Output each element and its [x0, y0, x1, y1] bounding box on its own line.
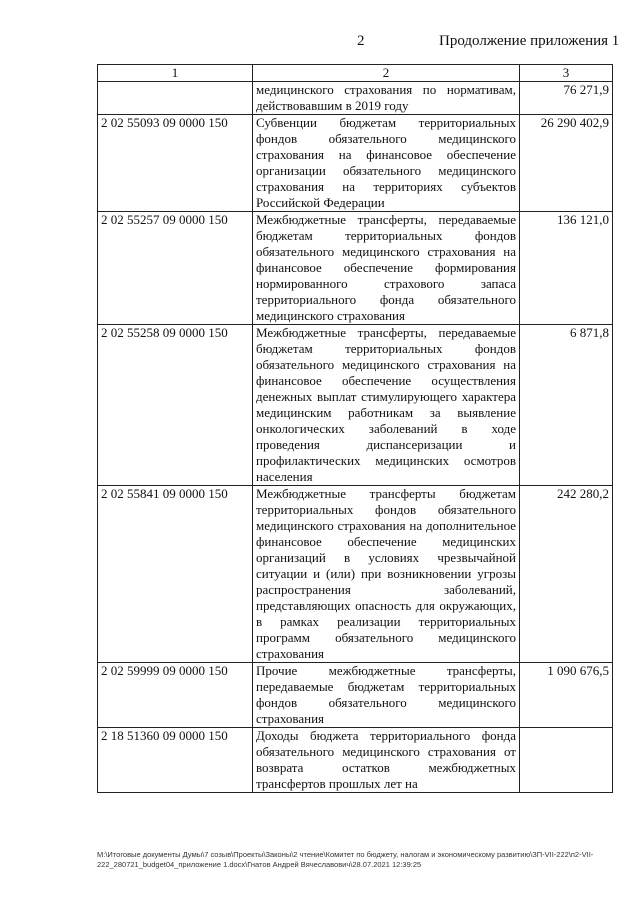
revenue-description: медицинского страхования по нормативам, действовавшим в 2019 году	[253, 82, 520, 115]
page-number: 2	[357, 33, 365, 49]
column-header: 2	[253, 65, 520, 82]
table-row	[98, 115, 613, 212]
table-row	[98, 486, 613, 663]
revenue-table	[97, 64, 613, 793]
amount: 1 090 676,5	[520, 663, 613, 728]
revenue-description: Межбюджетные трансферты бюджетам территориальных фондов обязательного медицинского страхования на дополнительное финансовое обеспечение медицинских организаций в условиях чрезвычайной ситуации и (или) при возникновении угрозы распространения заболеваний, представляющих опасность для окружающих, в рамках реализации территориальных программ обязательного медицинского страхования	[253, 486, 520, 663]
document-path-footer: М:\Итоговые документы Думы\7 созыв\Проекты\Законы\2 чтение\Комитет по бюджету, налогам и экономическому развитию\ЗП-VII-222\п2-VII-222_280721_budget04_приложение 1.docx\Гнатов Андрей Вячеславович\28.07.2021 12:39:25	[97, 850, 594, 869]
amount: 136 121,0	[520, 212, 613, 325]
budget-code: 2 02 55257 09 0000 150	[98, 212, 253, 325]
budget-code	[98, 82, 253, 115]
budget-code: 2 18 51360 09 0000 150	[98, 728, 253, 793]
table-row	[98, 82, 613, 115]
table-row	[98, 212, 613, 325]
continuation-heading: Продолжение приложения 1	[439, 33, 620, 49]
revenue-description: Доходы бюджета территориального фонда обязательного медицинского страхования от возврата остатков межбюджетных трансфертов прошлых лет на	[253, 728, 520, 793]
amount: 242 280,2	[520, 486, 613, 663]
amount: 76 271,9	[520, 82, 613, 115]
amount	[520, 728, 613, 793]
budget-code: 2 02 55093 09 0000 150	[98, 115, 253, 212]
revenue-description: Субвенции бюджетам территориальных фондов обязательного медицинского страхования на финансовое обеспечение организации обязательного медицинского страхования на территориях субъектов Российской Федерации	[253, 115, 520, 212]
budget-code: 2 02 55258 09 0000 150	[98, 325, 253, 486]
amount: 26 290 402,9	[520, 115, 613, 212]
column-header: 3	[520, 65, 613, 82]
budget-code: 2 02 55841 09 0000 150	[98, 486, 253, 663]
revenue-description: Межбюджетные трансферты, передаваемые бюджетам территориальных фондов обязательного медицинского страхования на финансовое обеспечение формирования нормированного страхового запаса территориального фонда обязательного медицинского страхования	[253, 212, 520, 325]
table-row	[98, 663, 613, 728]
table-row	[98, 728, 613, 793]
column-header: 1	[98, 65, 253, 82]
revenue-description: Прочие межбюджетные трансферты, передаваемые бюджетам территориальных фондов обязательного медицинского страхования	[253, 663, 520, 728]
table-header-row	[98, 65, 613, 82]
table-row	[98, 325, 613, 486]
revenue-description: Межбюджетные трансферты, передаваемые бюджетам территориальных фондов обязательного медицинского страхования на финансовое обеспечение осуществления денежных выплат стимулирующего характера медицинским работникам за выявление онкологических заболеваний в ходе проведения диспансеризации и профилактических медицинских осмотров населения	[253, 325, 520, 486]
amount: 6 871,8	[520, 325, 613, 486]
budget-code: 2 02 59999 09 0000 150	[98, 663, 253, 728]
